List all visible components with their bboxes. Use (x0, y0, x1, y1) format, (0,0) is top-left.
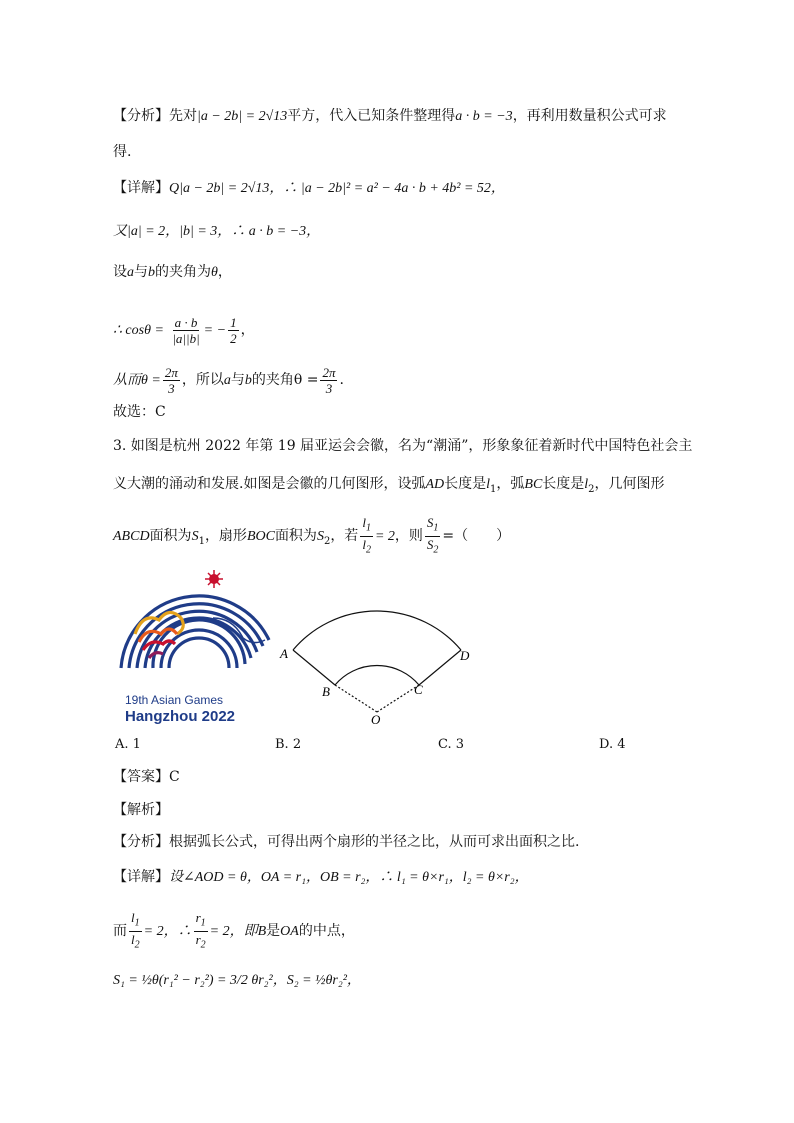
math-expr: S₁ = ½θ(r₁² − r₂²) = 3/2 θr₂²，S₂ = ½θr₂²， (113, 973, 361, 988)
q3-stem-line-3 (113, 515, 510, 560)
punctuation: ， (240, 322, 255, 338)
stem-text: ，弧 (496, 476, 525, 492)
q3-answer-line (113, 767, 180, 787)
detail-text: 是 (266, 923, 281, 940)
option-c[interactable]: C. 3 (438, 737, 465, 752)
math-var: l (584, 477, 589, 492)
math-var: BOC (246, 529, 275, 545)
q3-stem-line-2 (113, 474, 665, 500)
math-var: a (223, 373, 231, 388)
fraction-numerator: 2π (322, 364, 336, 380)
math-var: ABCD (113, 529, 150, 545)
stem-text: 面积为 (149, 528, 192, 545)
q2-theta-line (113, 362, 344, 399)
fraction-numerator: 1 (230, 314, 237, 330)
segment-DC (419, 650, 461, 685)
subscript: 1 (198, 535, 205, 547)
fraction (170, 315, 201, 346)
detail-text: 的中点， (298, 923, 355, 940)
logo-text-line1: 19th Asian Games (125, 693, 224, 707)
analysis-text: 根据弧长公式，可得出两个扇形的半径之比，从而可求出面积之比. (169, 834, 580, 850)
q3-stem-line-1 (113, 436, 692, 456)
subscript: 1 (134, 917, 140, 929)
arc-BC (335, 666, 419, 685)
stem-text: 义大潮的涌动和发展.如图是会徽的几何图形，设弧 (113, 476, 426, 492)
math-var: BC (524, 477, 543, 492)
q3-analysis-line (113, 832, 579, 852)
math-expr: 又|a| = 2，|b| = 3，∴ a · b = −3， (113, 224, 321, 239)
detail-text: ， (217, 264, 232, 280)
subscript: 2 (134, 939, 140, 951)
analysis-label: 【分析】 (113, 834, 169, 850)
q2-detail-line-1 (113, 178, 505, 199)
detail-text: 与 (230, 372, 245, 388)
fraction-denominator: |a||b| (172, 330, 200, 346)
fraction (228, 315, 239, 346)
math-expr: = 2，∴ (143, 924, 192, 940)
q2-detail-line-2 (113, 221, 320, 242)
subscript: 1 (433, 522, 439, 534)
q2-analysis-line-2 (113, 142, 131, 162)
detail-text: 与 (134, 264, 148, 280)
fraction-numerator: 2π (164, 364, 178, 380)
option-b[interactable]: B. 2 (275, 737, 302, 752)
math-var: a (127, 265, 134, 280)
math-var: S (191, 529, 199, 545)
math-var: θ (211, 265, 218, 280)
segment-AB (293, 650, 335, 685)
fraction-denominator: 2 (230, 330, 237, 346)
fraction-denominator: 3 (168, 380, 175, 396)
math-expr: ，∴ |a − 2b|² = a² − 4a · b + 4b² = 52， (269, 181, 505, 196)
math-expr: = 2，即 (209, 924, 258, 940)
label-C: C (414, 682, 423, 697)
stem-text: ，若 (330, 528, 359, 545)
fraction-denominator: 3 (325, 380, 333, 396)
analysis-text: 得. (113, 144, 132, 160)
sector-diagram (278, 600, 488, 730)
math-var: OA (280, 924, 299, 940)
q3-explain-line (113, 800, 169, 820)
punctuation: . (339, 372, 344, 388)
detail-text: ，所以 (181, 372, 224, 388)
math-expr: ∴ cosθ = (113, 323, 164, 338)
math-var: l (362, 515, 366, 530)
q2-cos-line (113, 312, 255, 349)
q3-detail-line-3 (113, 962, 361, 999)
q3-detail-line-1 (113, 867, 529, 888)
wave-emblem (121, 596, 269, 668)
math-var: b (148, 265, 155, 280)
subscript: 2 (588, 483, 595, 495)
analysis-text: 平方，代入已知条件整理得 (287, 108, 456, 124)
label-D: D (460, 648, 470, 663)
logo-text-line2: Hangzhou 2022 (125, 708, 236, 725)
analysis-label: 【分析】 (113, 108, 169, 124)
math-expr: |a − 2b| = 2√13 (197, 109, 288, 124)
label-B: B (322, 684, 330, 699)
segment-CO (377, 685, 419, 712)
stem-text: 长度是 (444, 476, 487, 492)
analysis-text: ，再利用数量积公式可求 (512, 108, 667, 124)
fraction-l1-l2 (360, 515, 373, 557)
detail-text: 设 (113, 264, 127, 280)
detail-text: 的夹角为 (155, 264, 211, 280)
math-var: l (131, 931, 135, 947)
arc-AD (293, 611, 461, 650)
math-var: l (362, 536, 366, 552)
q3-detail-line-2 (113, 910, 355, 952)
explain-label: 【解析】 (113, 802, 169, 818)
stem-text: ，扇形 (204, 528, 247, 545)
stem-text: =（ ） (442, 528, 511, 545)
math-var: B (257, 924, 267, 940)
analysis-text: 先对 (169, 108, 197, 124)
option-d[interactable]: D. 4 (599, 737, 626, 752)
fraction-r1-r2: $\frac{r_1}{r_2}$ (195, 910, 206, 951)
subscript: 2 (323, 535, 331, 547)
stem-text: ，几何图形 (594, 476, 665, 492)
math-var: AD (425, 477, 445, 492)
detail-text: 的夹角θ = (251, 372, 319, 388)
label-A: A (280, 646, 288, 661)
fraction (320, 365, 337, 396)
detail-label: 【详解】 (113, 180, 169, 196)
math-var: l (486, 477, 491, 492)
asian-games-logo (113, 568, 283, 728)
label-O: O (371, 712, 381, 727)
fraction-s1-s2 (425, 515, 441, 557)
q2-choice-line (113, 402, 166, 422)
segment-BO (335, 685, 377, 712)
math-var: l (131, 910, 135, 925)
q2-detail-line-3 (113, 262, 232, 283)
sun-icon (205, 570, 223, 588)
math-var: S (426, 515, 434, 530)
math-var: b (244, 373, 252, 388)
choice-text: 故选：C (113, 404, 166, 420)
stem-text: ，则 (394, 528, 423, 545)
option-a[interactable]: A. 1 (115, 737, 141, 752)
math-expr: = − (203, 323, 227, 338)
stem-text: 面积为 (274, 528, 317, 545)
subscript: 1 (490, 483, 497, 495)
detail-text: 而 (113, 923, 127, 940)
detail-label: 【详解】 (113, 869, 169, 885)
math-expr: 从而θ = (113, 373, 161, 388)
math-expr: 设∠AOD = θ，OA = r₁，OB = r₂，∴ l₁ = θ×r₁，l₂ = θ×r₂， (169, 870, 529, 885)
subscript: 1 (365, 522, 371, 534)
fraction (163, 365, 180, 396)
subscript: 2 (365, 544, 371, 556)
q2-analysis-line (113, 106, 667, 127)
math-var: S (316, 529, 324, 545)
math-expr: Q|a − 2b| = 2√13 (169, 181, 270, 196)
answer-label: 【答案】C (113, 769, 180, 785)
math-expr: a · b = −3 (455, 109, 513, 124)
math-var: S (426, 536, 434, 552)
subscript: 2 (433, 544, 439, 556)
math-expr: = 2 (374, 529, 395, 545)
stem-text: 3. 如图是杭州 2022 年第 19 届亚运会会徽，名为“潮涌”，形象象征着新时代中国特色社会主 (113, 438, 693, 454)
stem-text: 长度是 (542, 476, 585, 492)
fraction-l1-l2 (129, 910, 142, 952)
fraction-numerator: a · b (174, 314, 198, 330)
